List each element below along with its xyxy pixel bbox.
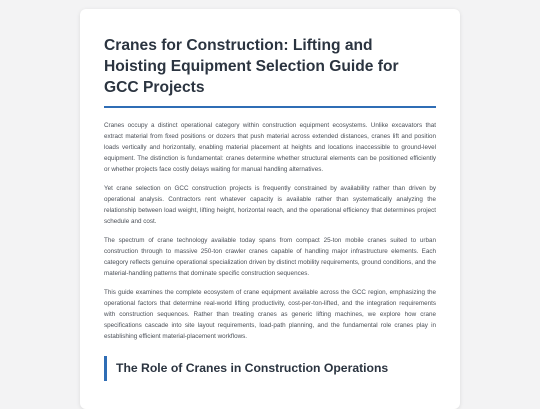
article-card [80, 9, 460, 409]
section-heading-block [104, 356, 436, 381]
section-heading: The Role of Cranes in Construction Operations [116, 361, 389, 375]
article-title: Cranes for Construction: Lifting and Hoisting Equipment Selection Guide for GCC Projects [104, 35, 436, 108]
article-body [104, 120, 436, 342]
intro-paragraph-4: This guide examines the complete ecosystem of crane equipment available across the GCC region, emphasizing the operational factors that determine real-world lifting productivity, cost-per-ton-lifted, and the integration requirements with construction sequences. Rather than treating cranes as generic lifting machines, we explore how crane specifications cascade into site layout requirements, load-path planning, and the fundamental role cranes play in establishing efficient material-placement workflows. [104, 289, 436, 340]
intro-paragraph-3: The spectrum of crane technology available today spans from compact 25-ton mobile cranes suited to urban construction through to massive 250-ton crawler cranes capable of handling major infrastructure elements. Each category reflects genuine operational specialization driven by distinct mobility requirements, ground conditions, and the material-handling patterns that dominate specific construction sequences. [104, 237, 436, 277]
intro-paragraph-1: Cranes occupy a distinct operational category within construction equipment ecosystems. Unlike excavators that extract material from fixed positions or dozers that push material across extended distances, cranes lift and position loads vertically and horizontally, enabling material placement at heights and locations inaccessible to ground-level equipment. The distinction is fundamental: cranes determine whether structural elements can be positioned efficiently or whether projects face costly delays waiting for manual handling alternatives. [104, 122, 436, 173]
intro-paragraph-2: Yet crane selection on GCC construction projects is frequently constrained by availability rather than driven by operational analysis. Contractors rent whatever capacity is available rather than systematically analyzing the relationship between load weight, lifting height, horizontal reach, and the operational efficiency that determines project schedule and cost. [104, 185, 436, 225]
article-content [80, 9, 460, 381]
